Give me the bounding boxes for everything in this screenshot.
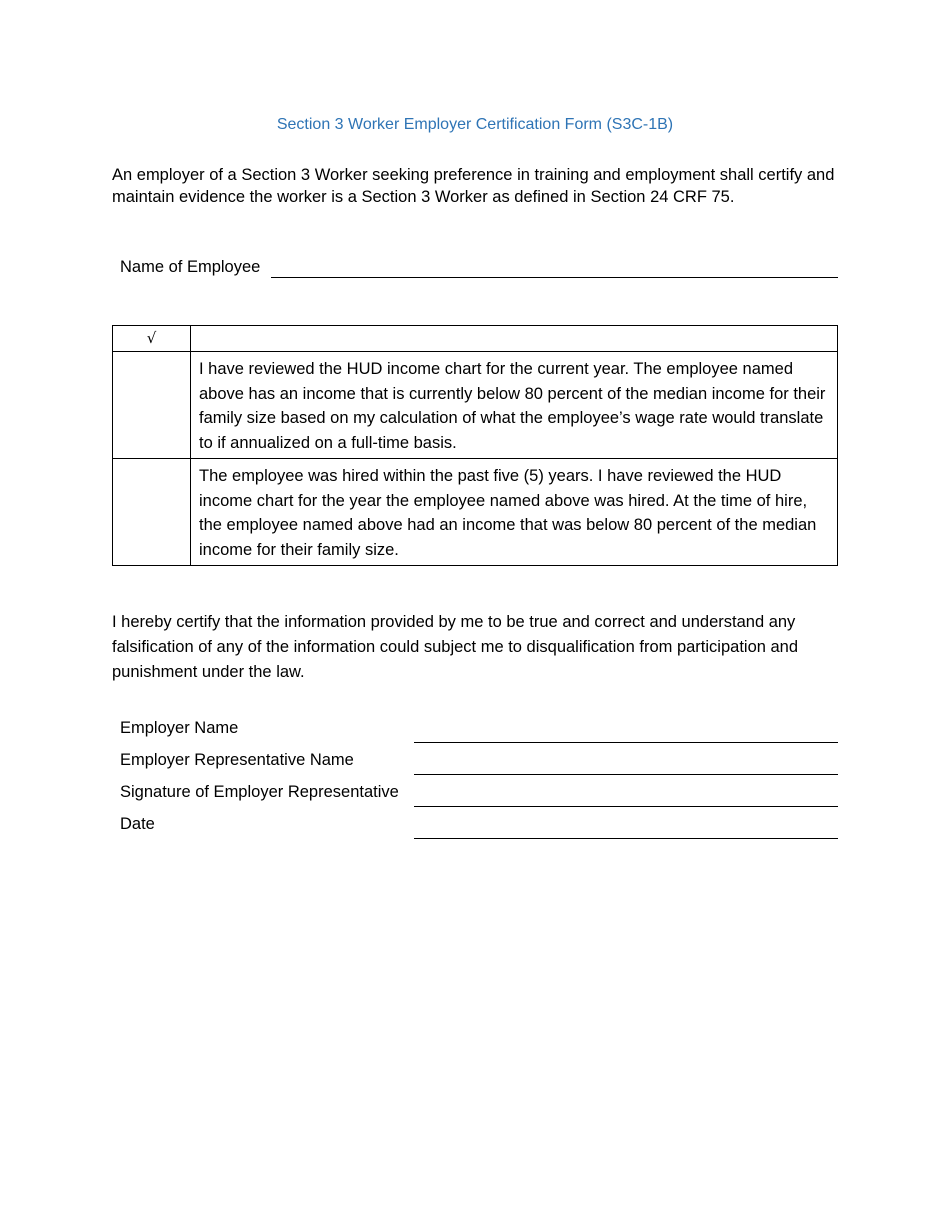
employee-name-field[interactable] — [271, 277, 838, 278]
statement-cell — [191, 459, 838, 566]
employee-name-label: Name of Employee — [120, 258, 261, 276]
employer-rep-name-row — [120, 749, 838, 781]
employer-name-row — [120, 717, 838, 749]
table-row — [113, 459, 838, 566]
form-title: Section 3 Worker Employer Certification Form (S3C-1B) — [276, 116, 674, 133]
statement-text-2: The employee was hired within the past five (5) years. I have reviewed the HUD income chart for the year the employee named above was hired. At the time of hire, the employee named above had an income that was below 80 percent of the median income for their family size. — [199, 467, 817, 559]
check-cell-2[interactable] — [113, 459, 191, 566]
signature-field[interactable] — [414, 806, 838, 807]
employer-name-field[interactable] — [414, 742, 838, 743]
statement-cell — [191, 352, 838, 459]
date-label: Date — [120, 815, 155, 833]
employer-name-label: Employer Name — [120, 719, 239, 737]
date-field[interactable] — [414, 838, 838, 839]
signature-block — [120, 717, 838, 845]
certification-table — [112, 325, 838, 566]
employee-name-row — [120, 256, 838, 280]
table-row — [113, 352, 838, 459]
date-row — [120, 813, 838, 845]
checkmark-icon: √ — [146, 329, 157, 347]
employer-rep-name-label: Employer Representative Name — [120, 751, 354, 769]
statement-text-1: I have reviewed the HUD income chart for the current year. The employee named above has an income that is currently below 80 percent of the median income for their family size based on my calculation of what the employee’s wage rate would translate to if annualized on a full-time basis. — [199, 360, 826, 452]
signature-row — [120, 781, 838, 813]
certification-paragraph: I hereby certify that the information provided by me to be true and correct and understand any falsification of any of the information could subject me to disqualification from participation and punishment under the law. — [112, 613, 799, 681]
table-header-row — [113, 326, 838, 352]
intro-paragraph: An employer of a Section 3 Worker seeking preference in training and employment shall certify and maintain evidence the worker is a Section 3 Worker as defined in Section 24 CRF 75. — [112, 166, 835, 206]
employer-rep-name-field[interactable] — [414, 774, 838, 775]
check-cell-1[interactable] — [113, 352, 191, 459]
statement-column-header — [191, 326, 838, 352]
check-column-header — [113, 326, 191, 352]
signature-label: Signature of Employer Representative — [120, 783, 399, 801]
